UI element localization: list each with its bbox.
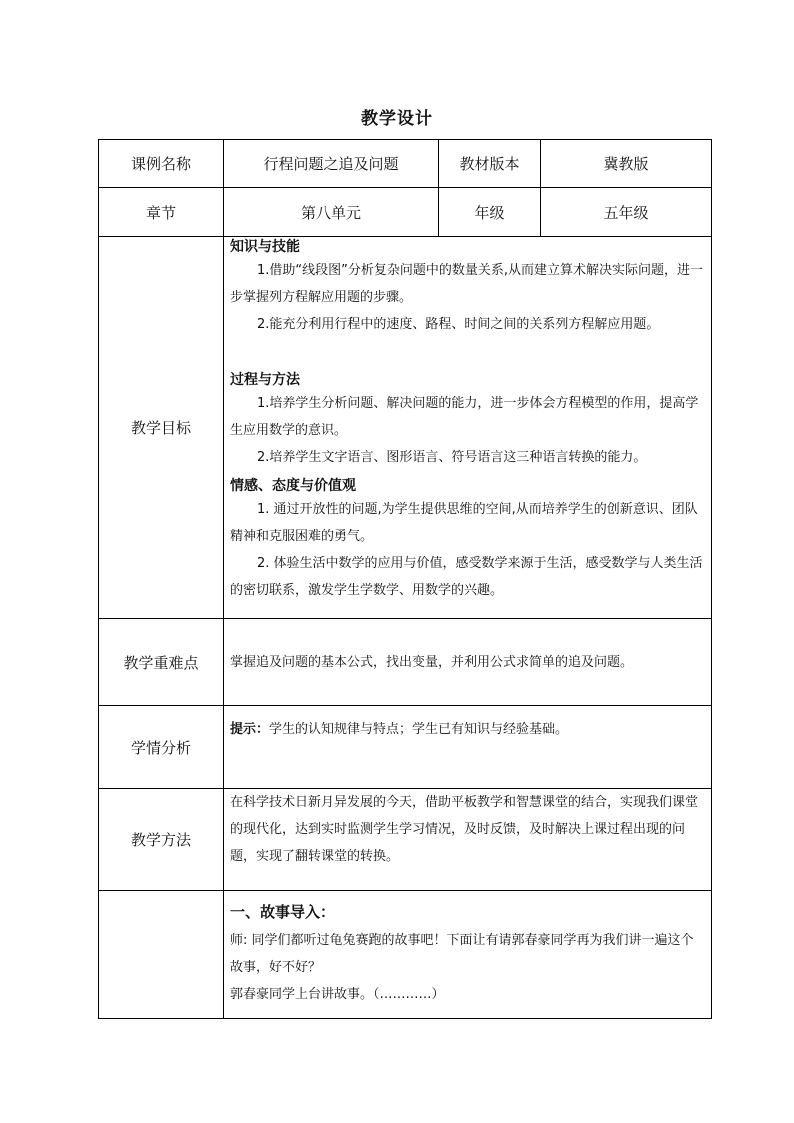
learner-analysis-prefix: 提示：	[230, 722, 270, 737]
grade-label: 年级	[439, 188, 541, 237]
course-name-label: 课例名称	[99, 140, 224, 188]
row-teaching-process	[99, 891, 712, 1019]
chapter-label: 章节	[99, 188, 224, 237]
goals-attitude-item-1: 1. 通过开放性的问题,为学生提供思维的空间,从而培养学生的创新意识、团队精神和克服困难的勇气。	[230, 502, 698, 544]
goals-knowledge-item-1: 1.借助“线段图”分析复杂问题中的数量关系,从而建立算术解决实际问题，进一步掌握列方程解应用题的步骤。	[230, 263, 704, 305]
row-teaching-goals	[99, 237, 712, 619]
row-key-points	[99, 619, 712, 706]
goals-process-item-2: 2.培养学生文字语言、图形语言、符号语言这三种语言转换的能力。	[257, 450, 647, 465]
learner-analysis-content	[224, 706, 712, 789]
teaching-process-content	[224, 891, 712, 1019]
story-intro-line-1: 师: 同学们都听过龟兔赛跑的故事吧！下面让有请郭春豪同学再为我们讲一遍这个故事，好不好？	[230, 933, 694, 975]
goals-knowledge-item-2: 2.能充分利用行程中的速度、路程、时间之间的关系列方程解应用题。	[257, 317, 660, 332]
key-points-label: 教学重难点	[99, 619, 224, 706]
document-title: 教学设计	[361, 109, 433, 129]
course-name-value: 行程问题之追及问题	[224, 140, 439, 188]
grade-value: 五年级	[541, 188, 712, 237]
story-intro-heading: 一、故事导入：	[230, 903, 336, 921]
lesson-plan-table	[98, 139, 712, 1019]
goals-section-knowledge: 知识与技能	[230, 239, 300, 255]
chapter-value: 第八单元	[224, 188, 439, 237]
learner-analysis-text: 学生的认知规律与特点；学生已有知识与经验基础。	[269, 722, 569, 737]
story-intro-line-2: 郭春豪同学上台讲故事。（…………）	[230, 987, 445, 1002]
learner-analysis-label: 学情分析	[99, 706, 224, 789]
textbook-edition-label: 教材版本	[439, 140, 541, 188]
row-teaching-method	[99, 789, 712, 891]
teaching-goals-content	[224, 237, 712, 619]
goals-section-process: 过程与方法	[230, 372, 300, 388]
teaching-method-label: 教学方法	[99, 789, 224, 891]
goals-attitude-item-2: 2. 体验生活中数学的应用与价值，感受数学来源于生活，感受数学与人类生活的密切联系，激发学生学数学、用数学的兴趣。	[230, 556, 703, 598]
goals-section-attitude: 情感、态度与价值观	[230, 478, 356, 494]
row-course-name	[99, 140, 712, 188]
key-points-value: 掌握追及问题的基本公式，找出变量，并利用公式求简单的追及问题。	[224, 619, 712, 706]
textbook-edition-value: 冀教版	[541, 140, 712, 188]
teaching-method-value: 在科学技术日新月异发展的今天，借助平板教学和智慧课堂的结合，实现我们课堂的现代化，达到实时监测学生学习情况，及时反馈，及时解决上课过程出现的问题，实现了翻转课堂的转换。	[224, 789, 712, 891]
row-chapter	[99, 188, 712, 237]
teaching-process-label-empty	[99, 891, 224, 1019]
teaching-goals-label: 教学目标	[99, 237, 224, 619]
row-learner-analysis	[99, 706, 712, 789]
goals-process-item-1: 1.培养学生分析问题、解决问题的能力，进一步体会方程模型的作用，提高学生应用数学的意识。	[230, 396, 699, 438]
